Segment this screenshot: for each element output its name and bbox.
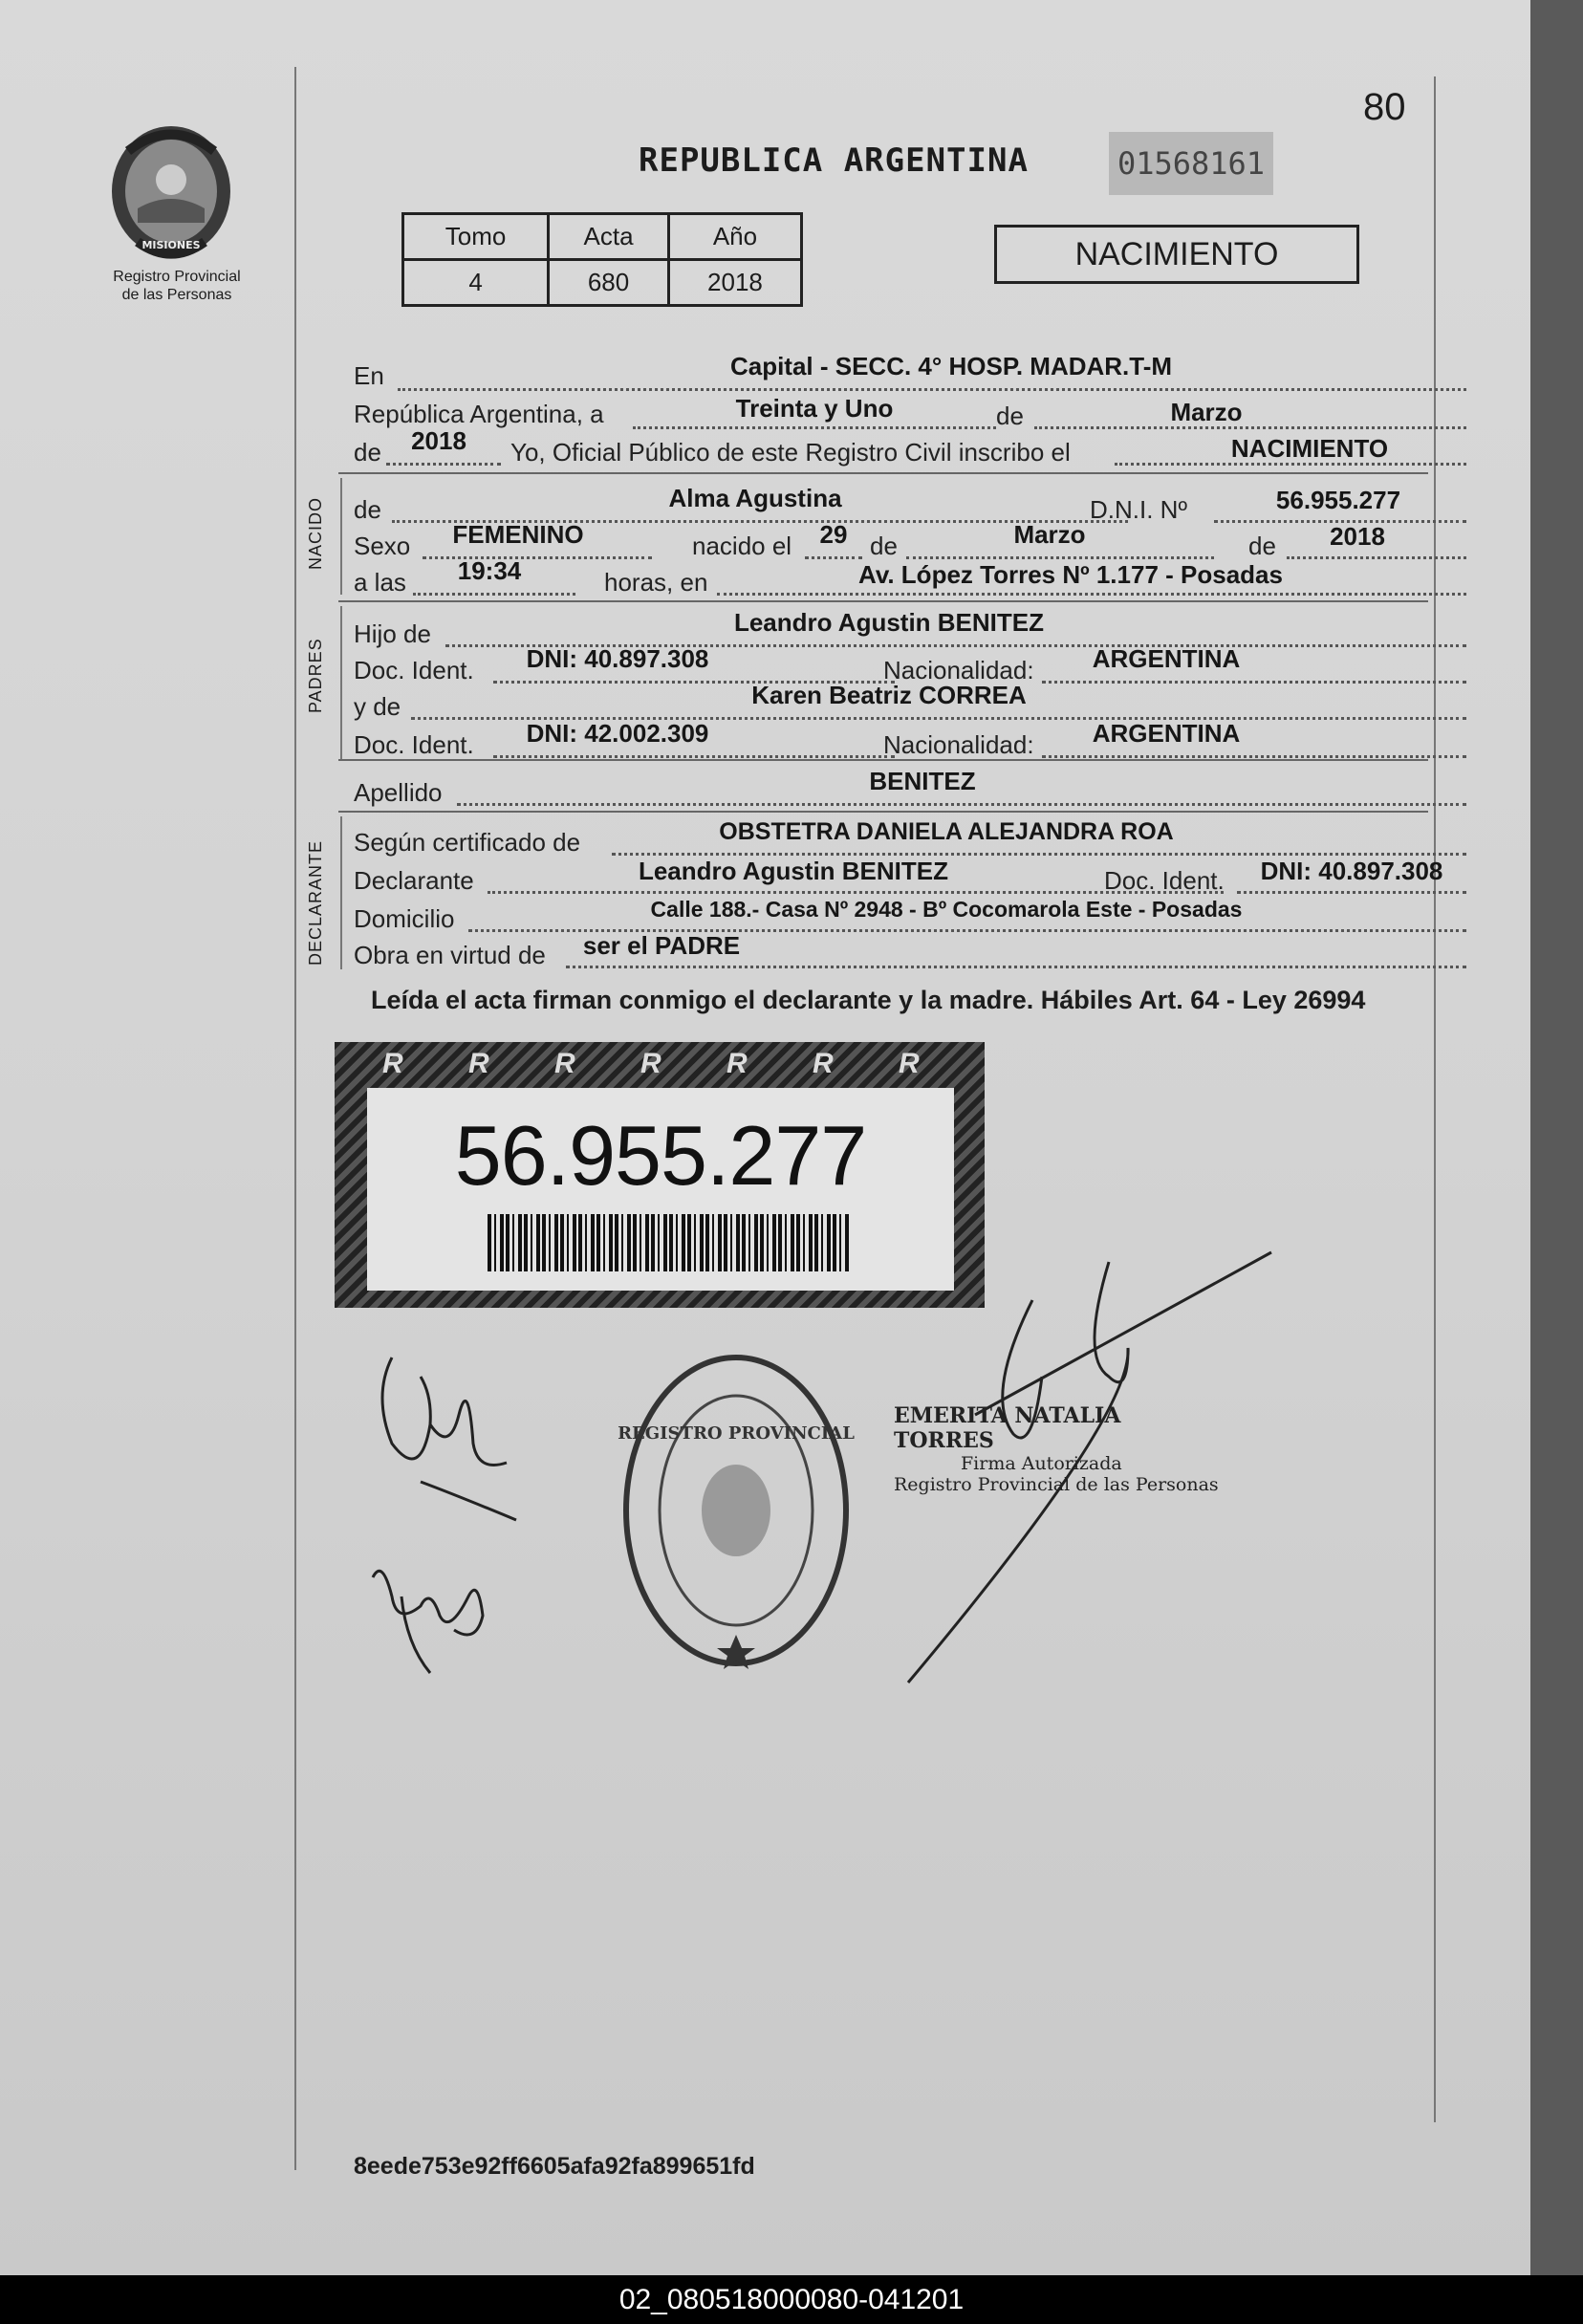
section-separator (338, 472, 1428, 474)
dotted-line (805, 556, 862, 559)
crest-caption-line1: Registro Provincial (113, 269, 241, 285)
domicilio-label: Domicilio (354, 904, 455, 933)
obra-label: Obra en virtud de (354, 941, 546, 969)
table-header-acta: Acta (549, 214, 669, 260)
father-doc-value: DNI: 40.897.308 (526, 644, 709, 673)
section-divider (340, 816, 342, 969)
birth-month-value: Marzo (1013, 520, 1086, 549)
sticker-label (367, 1088, 954, 1291)
section-label-padres: PADRES (306, 638, 325, 713)
svg-text:MISIONES: MISIONES (141, 239, 201, 251)
event-value: NACIMIENTO (1230, 434, 1389, 463)
declarante-label: Declarante (354, 866, 474, 895)
dotted-line (1042, 755, 1466, 758)
doc-label-2: Doc. Ident. (354, 730, 474, 759)
scan-background-right (1530, 0, 1583, 2275)
record-type-box: NACIMIENTO (994, 225, 1359, 284)
barcode-icon (488, 1214, 851, 1271)
dotted-line (386, 463, 501, 466)
nacido-label: nacido el (692, 532, 792, 560)
sticker-letter: R (726, 1048, 748, 1079)
dotted-line (1287, 556, 1466, 559)
de-label-3: de (1248, 532, 1276, 560)
apellido-label: Apellido (354, 778, 443, 807)
table-header-tomo: Tomo (403, 214, 549, 260)
sticker-letter: R (554, 1048, 575, 1079)
y-de-label: y de (354, 692, 401, 721)
dotted-line (906, 556, 1214, 559)
dni-label: D.N.I. Nº (1090, 495, 1187, 524)
document-hash: 8eede753e92ff6605afa92fa899651fd (354, 2153, 755, 2180)
domicilio-value: Calle 188.- Casa Nº 2948 - Bº Cocomarola Este - Posadas (650, 897, 1243, 922)
dotted-line (493, 755, 895, 758)
serial-number: 01568161 (1109, 132, 1273, 195)
section-divider (340, 606, 342, 759)
birth-day-value: 29 (819, 520, 848, 549)
a-las-label: a las (354, 568, 406, 597)
time-value: 19:34 (457, 556, 522, 585)
father-name-value: Leandro Agustin BENITEZ (733, 608, 1045, 637)
sticker-letter: R (382, 1048, 403, 1079)
certificado-label: Según certificado de (354, 828, 581, 857)
table-value-tomo: 4 (403, 260, 549, 306)
dotted-line (1237, 891, 1466, 894)
sexo-label: Sexo (354, 532, 411, 560)
sticker-letter: R (813, 1048, 834, 1079)
left-margin-line (294, 67, 296, 2170)
table-value-ano: 2018 (668, 260, 801, 306)
father-nationality-value: ARGENTINA (1092, 644, 1241, 673)
day-words-value: Treinta y Uno (735, 394, 894, 423)
declarant-signature (363, 1338, 535, 1530)
dotted-line (566, 966, 1466, 968)
sticker-letter: R (468, 1048, 489, 1079)
official-stamp (617, 1348, 856, 1673)
mother-nationality-value: ARGENTINA (1092, 719, 1241, 748)
child-name-value: Alma Agustina (668, 484, 842, 512)
dni-sticker (335, 1042, 985, 1308)
apellido-value: BENITEZ (869, 767, 976, 795)
mother-signature (363, 1539, 507, 1683)
tomo-acta-table (401, 212, 803, 307)
sticker-letter: R (899, 1048, 920, 1079)
de-label-name: de (354, 495, 381, 524)
de-year-label: de (354, 438, 381, 467)
official-signature (889, 1243, 1290, 1692)
en-label: En (354, 361, 384, 390)
obra-value: ser el PADRE (582, 931, 741, 960)
crest-caption (76, 268, 277, 304)
footer-id: 02_080518000080-041201 (0, 2275, 1583, 2324)
republica-label: República Argentina, a (354, 400, 604, 428)
section-divider (340, 478, 342, 595)
section-separator (338, 811, 1428, 813)
crest-caption-line2: de las Personas (121, 287, 232, 303)
dotted-line (612, 853, 1466, 856)
nacionalidad-label: Nacionalidad: (883, 656, 1034, 684)
hijo-label: Hijo de (354, 619, 431, 648)
month-value: Marzo (1170, 398, 1243, 426)
sexo-value: FEMENINO (452, 520, 584, 549)
de-label-2: de (870, 532, 898, 560)
section-label-nacido: NACIDO (306, 496, 325, 570)
svg-text:REGISTRO PROVINCIAL: REGISTRO PROVINCIAL (618, 1423, 855, 1444)
dotted-line (633, 426, 996, 429)
closing-statement: Leída el acta firman conmigo el declarante y la madre. Hábiles Art. 64 - Ley 26994 (371, 986, 1366, 1014)
dotted-line (457, 803, 1466, 806)
official-office: Registro Provincial de las Personas (894, 1474, 1219, 1495)
mother-name-value: Karen Beatriz CORREA (751, 681, 1027, 709)
nacionalidad-label-2: Nacionalidad: (883, 730, 1034, 759)
page-number: 80 (1363, 86, 1406, 128)
right-margin-line (1434, 76, 1436, 2122)
sticker-letter: R (640, 1048, 661, 1079)
horas-label: horas, en (604, 568, 708, 597)
table-value-acta: 680 (549, 260, 669, 306)
table-header-ano: Año (668, 214, 801, 260)
sticker-dni-number: 56.955.277 (454, 1108, 867, 1203)
mother-doc-value: DNI: 42.002.309 (526, 719, 709, 748)
provincial-crest-icon (99, 113, 243, 266)
de-label: de (996, 402, 1024, 430)
section-separator (338, 759, 1428, 761)
dotted-line (398, 388, 1466, 391)
section-label-declarante: DECLARANTE (306, 839, 325, 966)
doc-ident-label: Doc. Ident. (1104, 866, 1225, 895)
dotted-line (717, 593, 1466, 596)
year-value: 2018 (411, 426, 466, 455)
oficial-text: Yo, Oficial Público de este Registro Civil inscribo el (510, 438, 1071, 467)
certificado-value: OBSTETRA DANIELA ALEJANDRA ROA (719, 818, 1174, 845)
place-value: Capital - SECC. 4° HOSP. MADAR.T-M (729, 352, 1173, 380)
official-name: EMERITA NATALIA TORRES (894, 1403, 1121, 1453)
child-dni-value: 56.955.277 (1275, 486, 1401, 514)
birth-year-value: 2018 (1330, 522, 1385, 551)
dotted-line (413, 593, 575, 596)
document-title: REPUBLICA ARGENTINA (639, 141, 1029, 180)
section-separator (338, 600, 1428, 602)
doc-label: Doc. Ident. (354, 656, 474, 684)
birth-place-value: Av. López Torres Nº 1.177 - Posadas (858, 560, 1283, 589)
official-role: Firma Autorizada (961, 1453, 1122, 1474)
declarante-name-value: Leandro Agustin BENITEZ (638, 857, 949, 885)
declarante-doc-value: DNI: 40.897.308 (1260, 857, 1443, 885)
